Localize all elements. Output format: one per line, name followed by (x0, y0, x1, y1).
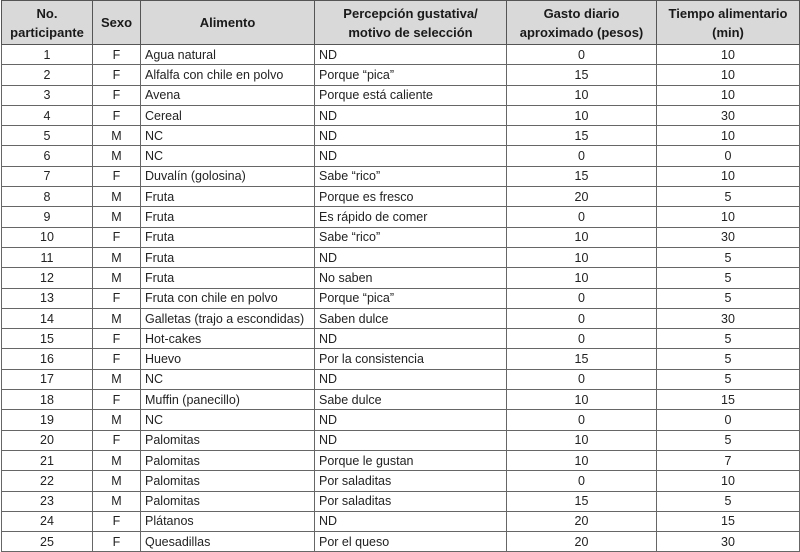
cell-sex: F (93, 511, 141, 531)
cell-sex: F (93, 390, 141, 410)
food-perception-table (1, 0, 800, 552)
cell-food: Fruta (141, 268, 315, 288)
table-row (2, 146, 800, 166)
table-row (2, 450, 800, 470)
cell-daily-spend: 15 (507, 65, 657, 85)
table-row (2, 369, 800, 389)
cell-eating-time: 30 (657, 308, 800, 328)
cell-food: Agua natural (141, 45, 315, 65)
cell-perception: ND (315, 410, 507, 430)
cell-daily-spend: 0 (507, 146, 657, 166)
cell-sex: F (93, 65, 141, 85)
cell-perception: ND (315, 105, 507, 125)
cell-sex: M (93, 308, 141, 328)
cell-perception: Porque le gustan (315, 450, 507, 470)
cell-perception: ND (315, 45, 507, 65)
cell-sex: F (93, 85, 141, 105)
cell-eating-time: 5 (657, 288, 800, 308)
cell-participant-no: 24 (2, 511, 93, 531)
cell-sex: F (93, 105, 141, 125)
cell-daily-spend: 10 (507, 390, 657, 410)
cell-participant-no: 9 (2, 207, 93, 227)
cell-food: Plátanos (141, 511, 315, 531)
cell-participant-no: 21 (2, 450, 93, 470)
cell-sex: M (93, 247, 141, 267)
cell-perception: Porque “pica” (315, 288, 507, 308)
cell-food: Muffin (panecillo) (141, 390, 315, 410)
cell-food: Hot-cakes (141, 329, 315, 349)
cell-food: Huevo (141, 349, 315, 369)
cell-daily-spend: 20 (507, 532, 657, 552)
cell-participant-no: 17 (2, 369, 93, 389)
cell-participant-no: 12 (2, 268, 93, 288)
cell-eating-time: 15 (657, 390, 800, 410)
table-row (2, 105, 800, 125)
cell-eating-time: 5 (657, 187, 800, 207)
cell-food: Palomitas (141, 430, 315, 450)
cell-sex: F (93, 349, 141, 369)
cell-perception: Sabe dulce (315, 390, 507, 410)
cell-participant-no: 6 (2, 146, 93, 166)
table-row (2, 85, 800, 105)
cell-perception: Porque es fresco (315, 187, 507, 207)
cell-participant-no: 4 (2, 105, 93, 125)
cell-food: Fruta con chile en polvo (141, 288, 315, 308)
cell-food: Fruta (141, 187, 315, 207)
header-participant-line1: No. (36, 5, 58, 21)
header-time-line2: (min) (712, 24, 744, 40)
cell-daily-spend: 20 (507, 511, 657, 531)
cell-participant-no: 10 (2, 227, 93, 247)
table-row (2, 329, 800, 349)
cell-perception: Es rápido de comer (315, 207, 507, 227)
header-spend-line2: aproximado (pesos) (519, 24, 644, 40)
cell-food: Palomitas (141, 491, 315, 511)
cell-eating-time: 7 (657, 450, 800, 470)
cell-food: Fruta (141, 227, 315, 247)
table-row (2, 187, 800, 207)
cell-daily-spend: 15 (507, 349, 657, 369)
cell-perception: ND (315, 247, 507, 267)
cell-perception: Saben dulce (315, 308, 507, 328)
cell-daily-spend: 10 (507, 247, 657, 267)
cell-perception: Porque “pica” (315, 65, 507, 85)
cell-daily-spend: 10 (507, 105, 657, 125)
cell-sex: M (93, 491, 141, 511)
cell-daily-spend: 10 (507, 450, 657, 470)
cell-daily-spend: 15 (507, 166, 657, 186)
cell-food: NC (141, 410, 315, 430)
cell-eating-time: 5 (657, 491, 800, 511)
header-perception-line2: motivo de selección (348, 24, 473, 40)
cell-daily-spend: 15 (507, 491, 657, 511)
cell-participant-no: 18 (2, 390, 93, 410)
cell-sex: M (93, 471, 141, 491)
cell-daily-spend: 0 (507, 369, 657, 389)
cell-perception: ND (315, 126, 507, 146)
cell-daily-spend: 0 (507, 308, 657, 328)
cell-participant-no: 16 (2, 349, 93, 369)
cell-perception: Sabe “rico” (315, 227, 507, 247)
header-daily-spend (507, 1, 657, 45)
cell-food: Fruta (141, 247, 315, 267)
cell-perception: Por el queso (315, 532, 507, 552)
cell-eating-time: 10 (657, 45, 800, 65)
header-perception-line1: Percepción gustativa/ (343, 5, 478, 21)
cell-sex: F (93, 45, 141, 65)
cell-eating-time: 0 (657, 410, 800, 430)
cell-sex: M (93, 369, 141, 389)
cell-sex: F (93, 430, 141, 450)
cell-eating-time: 0 (657, 146, 800, 166)
cell-food: NC (141, 126, 315, 146)
cell-participant-no: 19 (2, 410, 93, 430)
cell-perception: ND (315, 146, 507, 166)
header-participant-line2: participante (10, 24, 84, 40)
cell-perception: Porque está caliente (315, 85, 507, 105)
cell-eating-time: 15 (657, 511, 800, 531)
table-row (2, 65, 800, 85)
cell-participant-no: 8 (2, 187, 93, 207)
cell-eating-time: 10 (657, 166, 800, 186)
header-sex: Sexo (93, 1, 141, 45)
cell-eating-time: 30 (657, 532, 800, 552)
cell-perception: Por saladitas (315, 471, 507, 491)
cell-eating-time: 10 (657, 207, 800, 227)
cell-food: Avena (141, 85, 315, 105)
cell-food: Cereal (141, 105, 315, 125)
cell-sex: F (93, 288, 141, 308)
table-row (2, 430, 800, 450)
cell-daily-spend: 0 (507, 207, 657, 227)
cell-daily-spend: 10 (507, 430, 657, 450)
cell-perception: ND (315, 369, 507, 389)
table-row (2, 511, 800, 531)
cell-sex: M (93, 187, 141, 207)
cell-participant-no: 7 (2, 166, 93, 186)
table-row (2, 126, 800, 146)
cell-daily-spend: 0 (507, 329, 657, 349)
cell-eating-time: 10 (657, 85, 800, 105)
cell-perception: No saben (315, 268, 507, 288)
cell-participant-no: 2 (2, 65, 93, 85)
table-row (2, 308, 800, 328)
table-row (2, 227, 800, 247)
cell-participant-no: 20 (2, 430, 93, 450)
cell-perception: ND (315, 511, 507, 531)
table-row (2, 410, 800, 430)
table-row (2, 532, 800, 552)
cell-sex: F (93, 329, 141, 349)
cell-sex: M (93, 146, 141, 166)
cell-food: Quesadillas (141, 532, 315, 552)
table-row (2, 288, 800, 308)
cell-participant-no: 5 (2, 126, 93, 146)
table-row (2, 491, 800, 511)
cell-daily-spend: 0 (507, 410, 657, 430)
table-row (2, 471, 800, 491)
cell-participant-no: 13 (2, 288, 93, 308)
cell-eating-time: 5 (657, 430, 800, 450)
cell-eating-time: 5 (657, 369, 800, 389)
cell-food: Galletas (trajo a escondidas) (141, 308, 315, 328)
cell-participant-no: 3 (2, 85, 93, 105)
cell-daily-spend: 20 (507, 187, 657, 207)
cell-sex: M (93, 410, 141, 430)
cell-sex: F (93, 227, 141, 247)
header-spend-line1: Gasto diario (543, 5, 620, 21)
header-participant (2, 1, 93, 45)
cell-eating-time: 5 (657, 329, 800, 349)
cell-perception: Sabe “rico” (315, 166, 507, 186)
cell-food: NC (141, 369, 315, 389)
cell-perception: ND (315, 329, 507, 349)
cell-sex: M (93, 450, 141, 470)
cell-eating-time: 5 (657, 268, 800, 288)
cell-sex: M (93, 268, 141, 288)
cell-sex: M (93, 207, 141, 227)
header-eating-time (657, 1, 800, 45)
cell-participant-no: 15 (2, 329, 93, 349)
cell-eating-time: 30 (657, 227, 800, 247)
cell-eating-time: 10 (657, 471, 800, 491)
cell-participant-no: 14 (2, 308, 93, 328)
cell-food: Alfalfa con chile en polvo (141, 65, 315, 85)
cell-daily-spend: 10 (507, 227, 657, 247)
cell-food: Palomitas (141, 450, 315, 470)
cell-participant-no: 22 (2, 471, 93, 491)
table-row (2, 45, 800, 65)
cell-eating-time: 5 (657, 247, 800, 267)
cell-eating-time: 10 (657, 65, 800, 85)
table-row (2, 166, 800, 186)
cell-perception: ND (315, 430, 507, 450)
cell-food: NC (141, 146, 315, 166)
cell-sex: M (93, 126, 141, 146)
cell-participant-no: 1 (2, 45, 93, 65)
cell-daily-spend: 15 (507, 126, 657, 146)
table-row (2, 390, 800, 410)
cell-food: Fruta (141, 207, 315, 227)
header-time-line1: Tiempo alimentario (668, 5, 788, 21)
cell-daily-spend: 10 (507, 85, 657, 105)
cell-food: Duvalín (golosina) (141, 166, 315, 186)
cell-eating-time: 10 (657, 126, 800, 146)
table-row (2, 207, 800, 227)
cell-food: Palomitas (141, 471, 315, 491)
cell-participant-no: 11 (2, 247, 93, 267)
header-perception (315, 1, 507, 45)
cell-participant-no: 25 (2, 532, 93, 552)
header-row (2, 1, 800, 45)
table-row (2, 349, 800, 369)
header-food: Alimento (141, 1, 315, 45)
cell-daily-spend: 10 (507, 268, 657, 288)
table-body (2, 45, 800, 552)
cell-perception: Por saladitas (315, 491, 507, 511)
table-row (2, 268, 800, 288)
cell-participant-no: 23 (2, 491, 93, 511)
cell-daily-spend: 0 (507, 471, 657, 491)
cell-daily-spend: 0 (507, 45, 657, 65)
cell-eating-time: 5 (657, 349, 800, 369)
cell-perception: Por la consistencia (315, 349, 507, 369)
cell-eating-time: 30 (657, 105, 800, 125)
cell-sex: F (93, 166, 141, 186)
cell-sex: F (93, 532, 141, 552)
table-row (2, 247, 800, 267)
cell-daily-spend: 0 (507, 288, 657, 308)
